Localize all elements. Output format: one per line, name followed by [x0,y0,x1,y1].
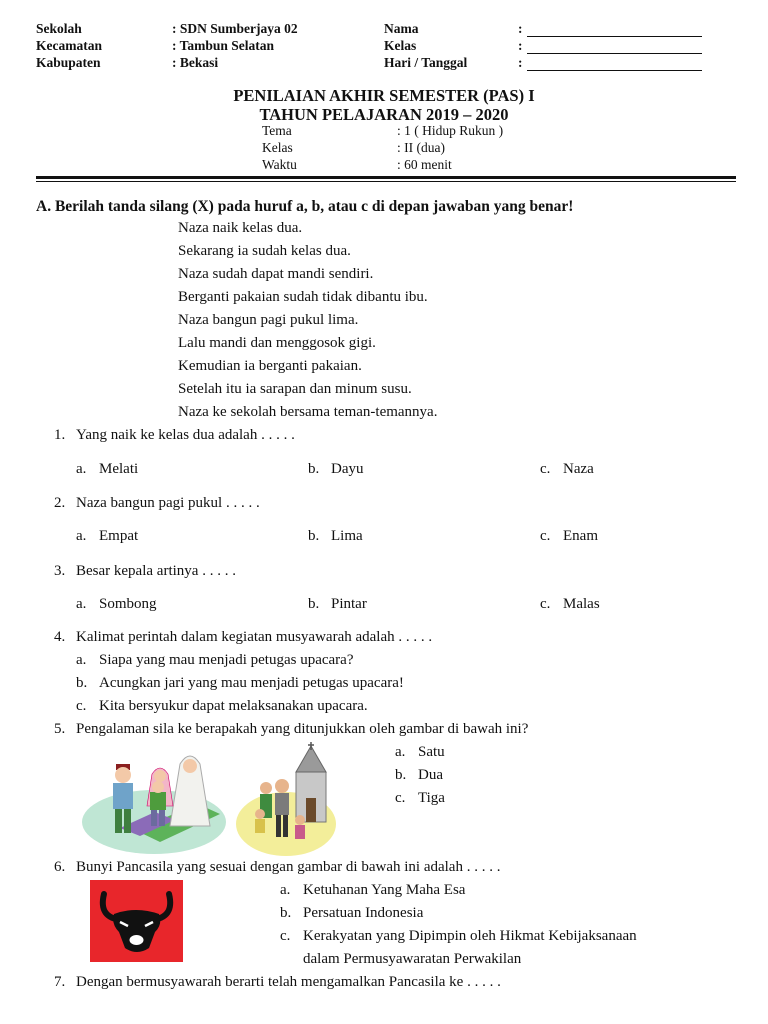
option-letter: b. [308,461,320,477]
question-number: 2. [54,495,66,511]
question-text: Besar kepala artinya . . . . . [76,563,236,579]
colon: : [518,55,523,70]
question-number: 5. [54,721,66,737]
label-kabupaten: Kabupaten [36,55,101,70]
option-c[interactable]: Enam [563,528,598,544]
question-text: Bunyi Pancasila yang sesuai dengan gambar di bawah ini adalah . . . . . [76,859,501,875]
blank-line [527,57,702,71]
option-a[interactable]: Siapa yang mau menjadi petugas upacara? [99,652,354,668]
label-sekolah: Sekolah [36,21,82,36]
value-kecamatan: : Tambun Selatan [172,38,275,53]
question-text: Naza bangun pagi pukul . . . . . [76,495,260,511]
option-c[interactable]: Malas [563,596,600,612]
option-letter: b. [76,675,88,691]
option-b[interactable]: Acungkan jari yang mau menjadi petugas upacara! [99,675,404,691]
colon: : [518,21,523,36]
option-c[interactable]: Tiga [418,790,445,806]
divider-thin [36,181,736,182]
label-hari-tanggal: Hari / Tanggal [384,55,468,70]
option-letter: b. [308,528,320,544]
academic-year: TAHUN PELAJARAN 2019 – 2020 [259,105,509,124]
praying-family-illustration [80,742,228,858]
meta-kelas-label: Kelas [262,140,293,155]
question-text: Pengalaman sila ke berapakah yang ditunjukkan oleh gambar di bawah ini? [76,721,529,737]
exam-title: PENILAIAN AKHIR SEMESTER (PAS) I [233,86,535,105]
option-letter: c. [540,596,551,612]
blank-line [527,40,702,54]
label-nama: Nama [384,21,419,36]
question-number: 1. [54,427,66,443]
option-letter: c. [76,698,87,714]
label-kelas: Kelas [384,38,417,53]
colon: : [518,38,523,53]
option-letter: b. [395,767,407,783]
option-c-continuation: dalam Permusyawaratan Perwakilan [303,951,522,967]
option-letter: a. [395,744,406,760]
option-letter: a. [76,652,87,668]
meta-waktu-label: Waktu [262,157,297,172]
option-c[interactable]: Kerakyatan yang Dipimpin oleh Hikmat Kebijaksanaan [303,928,637,944]
option-letter: a. [76,528,87,544]
option-letter: b. [308,596,320,612]
passage-line: Setelah itu ia sarapan dan minum susu. [178,381,412,397]
passage-line: Kemudian ia berganti pakaian. [178,358,362,374]
option-letter: a. [280,882,291,898]
question-number: 7. [54,974,66,990]
passage-line: Sekarang ia sudah kelas dua. [178,243,351,259]
meta-tema-value: : 1 ( Hidup Rukun ) [397,123,504,138]
option-letter: c. [540,528,551,544]
passage-line: Naza ke sekolah bersama teman-temannya. [178,404,438,420]
passage-line: Berganti pakaian sudah tidak dibantu ibu. [178,289,428,305]
value-sekolah: : SDN Sumberjaya 02 [172,21,298,36]
passage-line: Naza bangun pagi pukul lima. [178,312,359,328]
divider-thick [36,176,736,179]
option-letter: c. [280,928,291,944]
banteng-head-icon [90,880,183,962]
meta-kelas-value: : II (dua) [397,140,445,155]
option-letter: c. [395,790,406,806]
hari-tanggal-field[interactable] [518,55,702,71]
option-a[interactable]: Melati [99,461,139,477]
option-b[interactable]: Persatuan Indonesia [303,905,424,921]
option-letter: a. [76,596,87,612]
church-family-illustration [236,742,340,858]
meta-tema-label: Tema [262,123,292,138]
option-a[interactable]: Satu [418,744,445,760]
option-c[interactable]: Naza [563,461,594,477]
question-number: 4. [54,629,66,645]
kelas-field[interactable] [518,38,702,54]
label-kecamatan: Kecamatan [36,38,102,53]
option-b[interactable]: Lima [331,528,363,544]
question-text: Kalimat perintah dalam kegiatan musyawarah adalah . . . . . [76,629,433,645]
passage-line: Naza sudah dapat mandi sendiri. [178,266,374,282]
blank-line [527,23,702,37]
passage-line: Lalu mandi dan menggosok gigi. [178,335,376,351]
meta-waktu-value: : 60 menit [397,157,452,172]
option-b[interactable]: Dayu [331,461,364,477]
option-letter: a. [76,461,87,477]
option-letter: c. [540,461,551,477]
option-a[interactable]: Empat [99,528,139,544]
option-b[interactable]: Dua [418,767,443,783]
option-a[interactable]: Sombong [99,596,157,612]
question-number: 6. [54,859,66,875]
option-a[interactable]: Ketuhanan Yang Maha Esa [303,882,466,898]
question-text: Yang naik ke kelas dua adalah . . . . . [76,427,295,443]
passage-line: Naza naik kelas dua. [178,220,303,236]
option-letter: b. [280,905,292,921]
option-c[interactable]: Kita bersyukur dapat melaksanakan upacara. [99,698,368,714]
value-kabupaten: : Bekasi [172,55,219,70]
option-b[interactable]: Pintar [331,596,367,612]
section-a-instruction: A. Berilah tanda silang (X) pada huruf a, b, atau c di depan jawaban yang benar! [36,198,574,215]
question-text: Dengan bermusyawarah berarti telah mengamalkan Pancasila ke . . . . . [76,974,501,990]
nama-field[interactable] [518,21,702,37]
question-number: 3. [54,563,66,579]
